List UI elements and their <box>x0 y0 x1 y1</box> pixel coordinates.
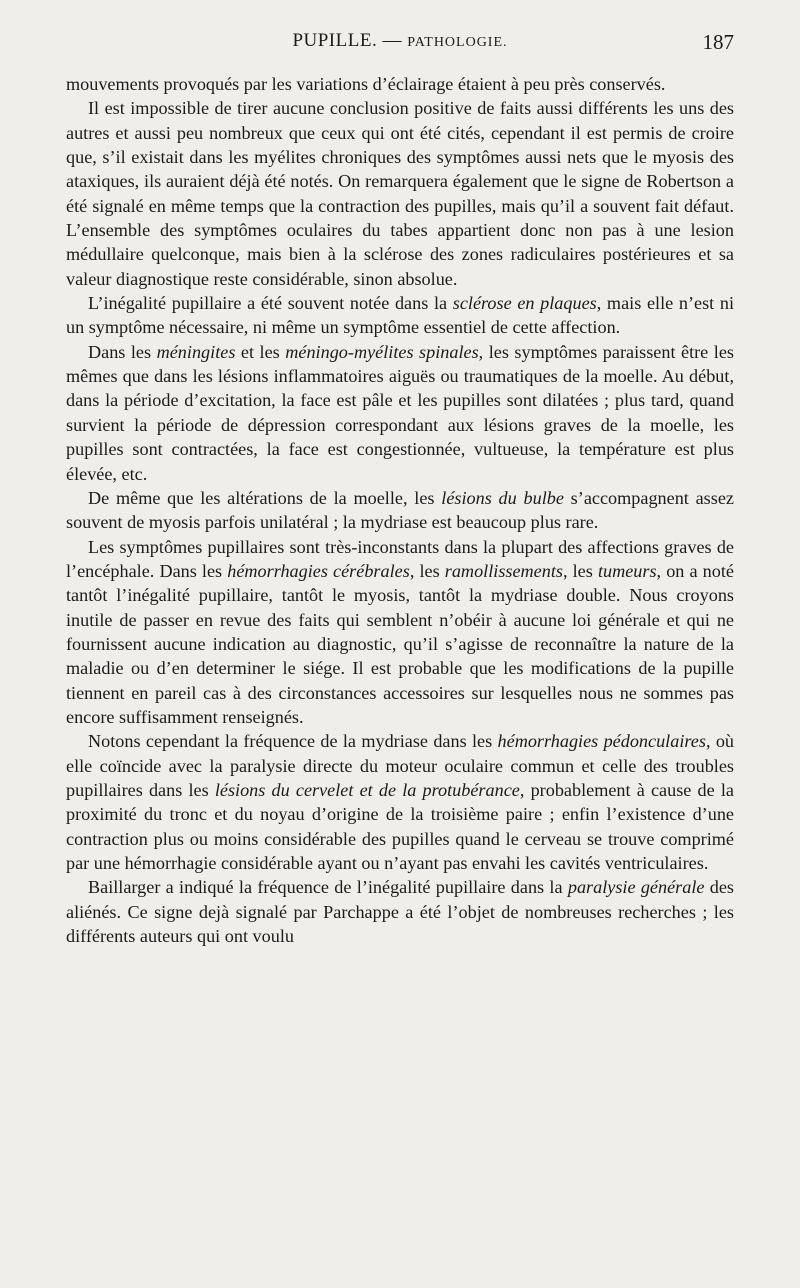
header-subtitle: PATHOLOGIE. <box>407 35 508 50</box>
text-run: , probablement à cause de la proximité du tronc et du noyau d’origine de la troisième paire ; enfin l’existence d’une contraction plus ou moins considérable des pupilles quand le cerveau se trouve comprimé par une hémorrhagie considérable ayant ou n’ayant pas envahi les cavités ventriculaires. <box>66 779 734 873</box>
text-run: Baillarger a indiqué la fréquence de l’inégalité pupillaire dans la <box>88 877 568 898</box>
body-text <box>66 72 734 948</box>
text-run: , les <box>409 560 445 581</box>
text-run: des aliénés. Ce signe dejà signalé par Parchappe a été l’objet de nombreuses recherches ; les différents auteurs qui ont voulu <box>66 877 735 947</box>
text-run: Il est impossible de tirer aucune conclusion positive de faits aussi différents les uns des autres et aussi peu nombreux que ceux qui ont été cités, cependant il est permis de croire que, s’il existait dans les myélites chroniques des symptômes aussi nets que le myosis des ataxiques, ils auraient déjà été notés. On remarquera également que le signe de Robertson a été signalé en même temps que la contraction des pupilles, mais qu’il a souvent fait défaut. L’ensemble des symptômes oculaires du tabes appartient donc non pas à une lesion médullaire quelconque, mais bien à la sclérose des zones radiculaires postérieures et sa valeur diagnostique reste considérable, sinon absolue. <box>66 98 734 289</box>
text-run: mouvements provoqués par les variations d’éclairage étaient à peu près conservés. <box>66 74 666 94</box>
header-dash: — <box>382 30 402 51</box>
text-run: Les symptômes pupillaires sont très-inconstants dans la plupart des affections graves de l’encéphale. Dans les <box>66 536 734 581</box>
header-title: PUPILLE. <box>292 30 378 51</box>
text-run: L’inégalité pupillaire a été souvent notée dans la <box>88 293 453 314</box>
running-header <box>66 30 734 62</box>
text-run: s’accompagnent assez souvent de myosis parfois unilatéral ; la mydriase est beaucoup plus rare. <box>66 487 734 533</box>
paragraph <box>66 535 734 730</box>
text-run: , les <box>562 560 598 581</box>
text-run: , on a noté tantôt l’inégalité pupillaire, tantôt le myosis, tantôt la mydriase double. Nous croyons inutile de passer en revue des faits qui semblent n’obéir à aucune loi générale et qui ne fournissent aucune indication au diagnostic, qu’il s’agisse de reconnaître la nature de la maladie ou d’en determiner le siége. Il est probable que les modifications de la pupille tiennent en pareil cas à des circonstances accessoires sur lesquelles nous ne sommes pas encore suffisamment renseignés. <box>66 560 734 727</box>
text-run: et les <box>235 341 286 362</box>
italic-term: lésions du bulbe <box>441 487 564 508</box>
text-run: , les symptômes paraissent être les mêmes que dans les lésions inflammatoires aiguës ou traumatiques de la moelle. Au début, dans la période d’excitation, la face est pâle et les pupilles sont dilatées ; plus tard, quand survient la période de dépression correspondant aux lésions graves de la moelle, les pupilles sont contractées, la face est congestionnée, vultueuse, la température est plus élevée, etc. <box>66 341 734 484</box>
paragraph <box>66 340 734 486</box>
paragraph <box>66 291 734 340</box>
text-run: , où elle coïncide avec la paralysie directe du moteur oculaire commun et celle des troubles pupillaires dans les <box>66 731 734 800</box>
running-title <box>66 30 734 52</box>
italic-term: méningites <box>156 341 236 362</box>
italic-term: méningo-myélites spinales <box>285 341 479 362</box>
text-run: Notons cependant la fréquence de la mydriase dans les <box>88 731 498 752</box>
italic-term: tumeurs <box>597 560 657 581</box>
paragraph <box>66 96 734 291</box>
page-number: 187 <box>702 30 734 54</box>
paragraph <box>66 729 734 875</box>
italic-term: lésions du cervelet et de la protubérance <box>214 779 520 800</box>
italic-term: sclérose en plaques <box>452 293 597 314</box>
italic-term: ramollissements <box>444 560 563 581</box>
text-run: De même que les altérations de la moelle, les <box>88 487 442 508</box>
paragraph <box>66 72 734 96</box>
text-run: , mais elle n’est ni un symptôme nécessaire, ni même un symptôme essentiel de cette affection. <box>66 293 734 338</box>
paragraph <box>66 875 734 948</box>
italic-term: hémorrhagies cérébrales <box>227 560 410 581</box>
paragraph <box>66 486 734 535</box>
text-run: Dans les <box>88 341 157 362</box>
italic-term: hémorrhagies pédonculaires <box>497 731 706 752</box>
italic-term: paralysie générale <box>567 877 705 898</box>
